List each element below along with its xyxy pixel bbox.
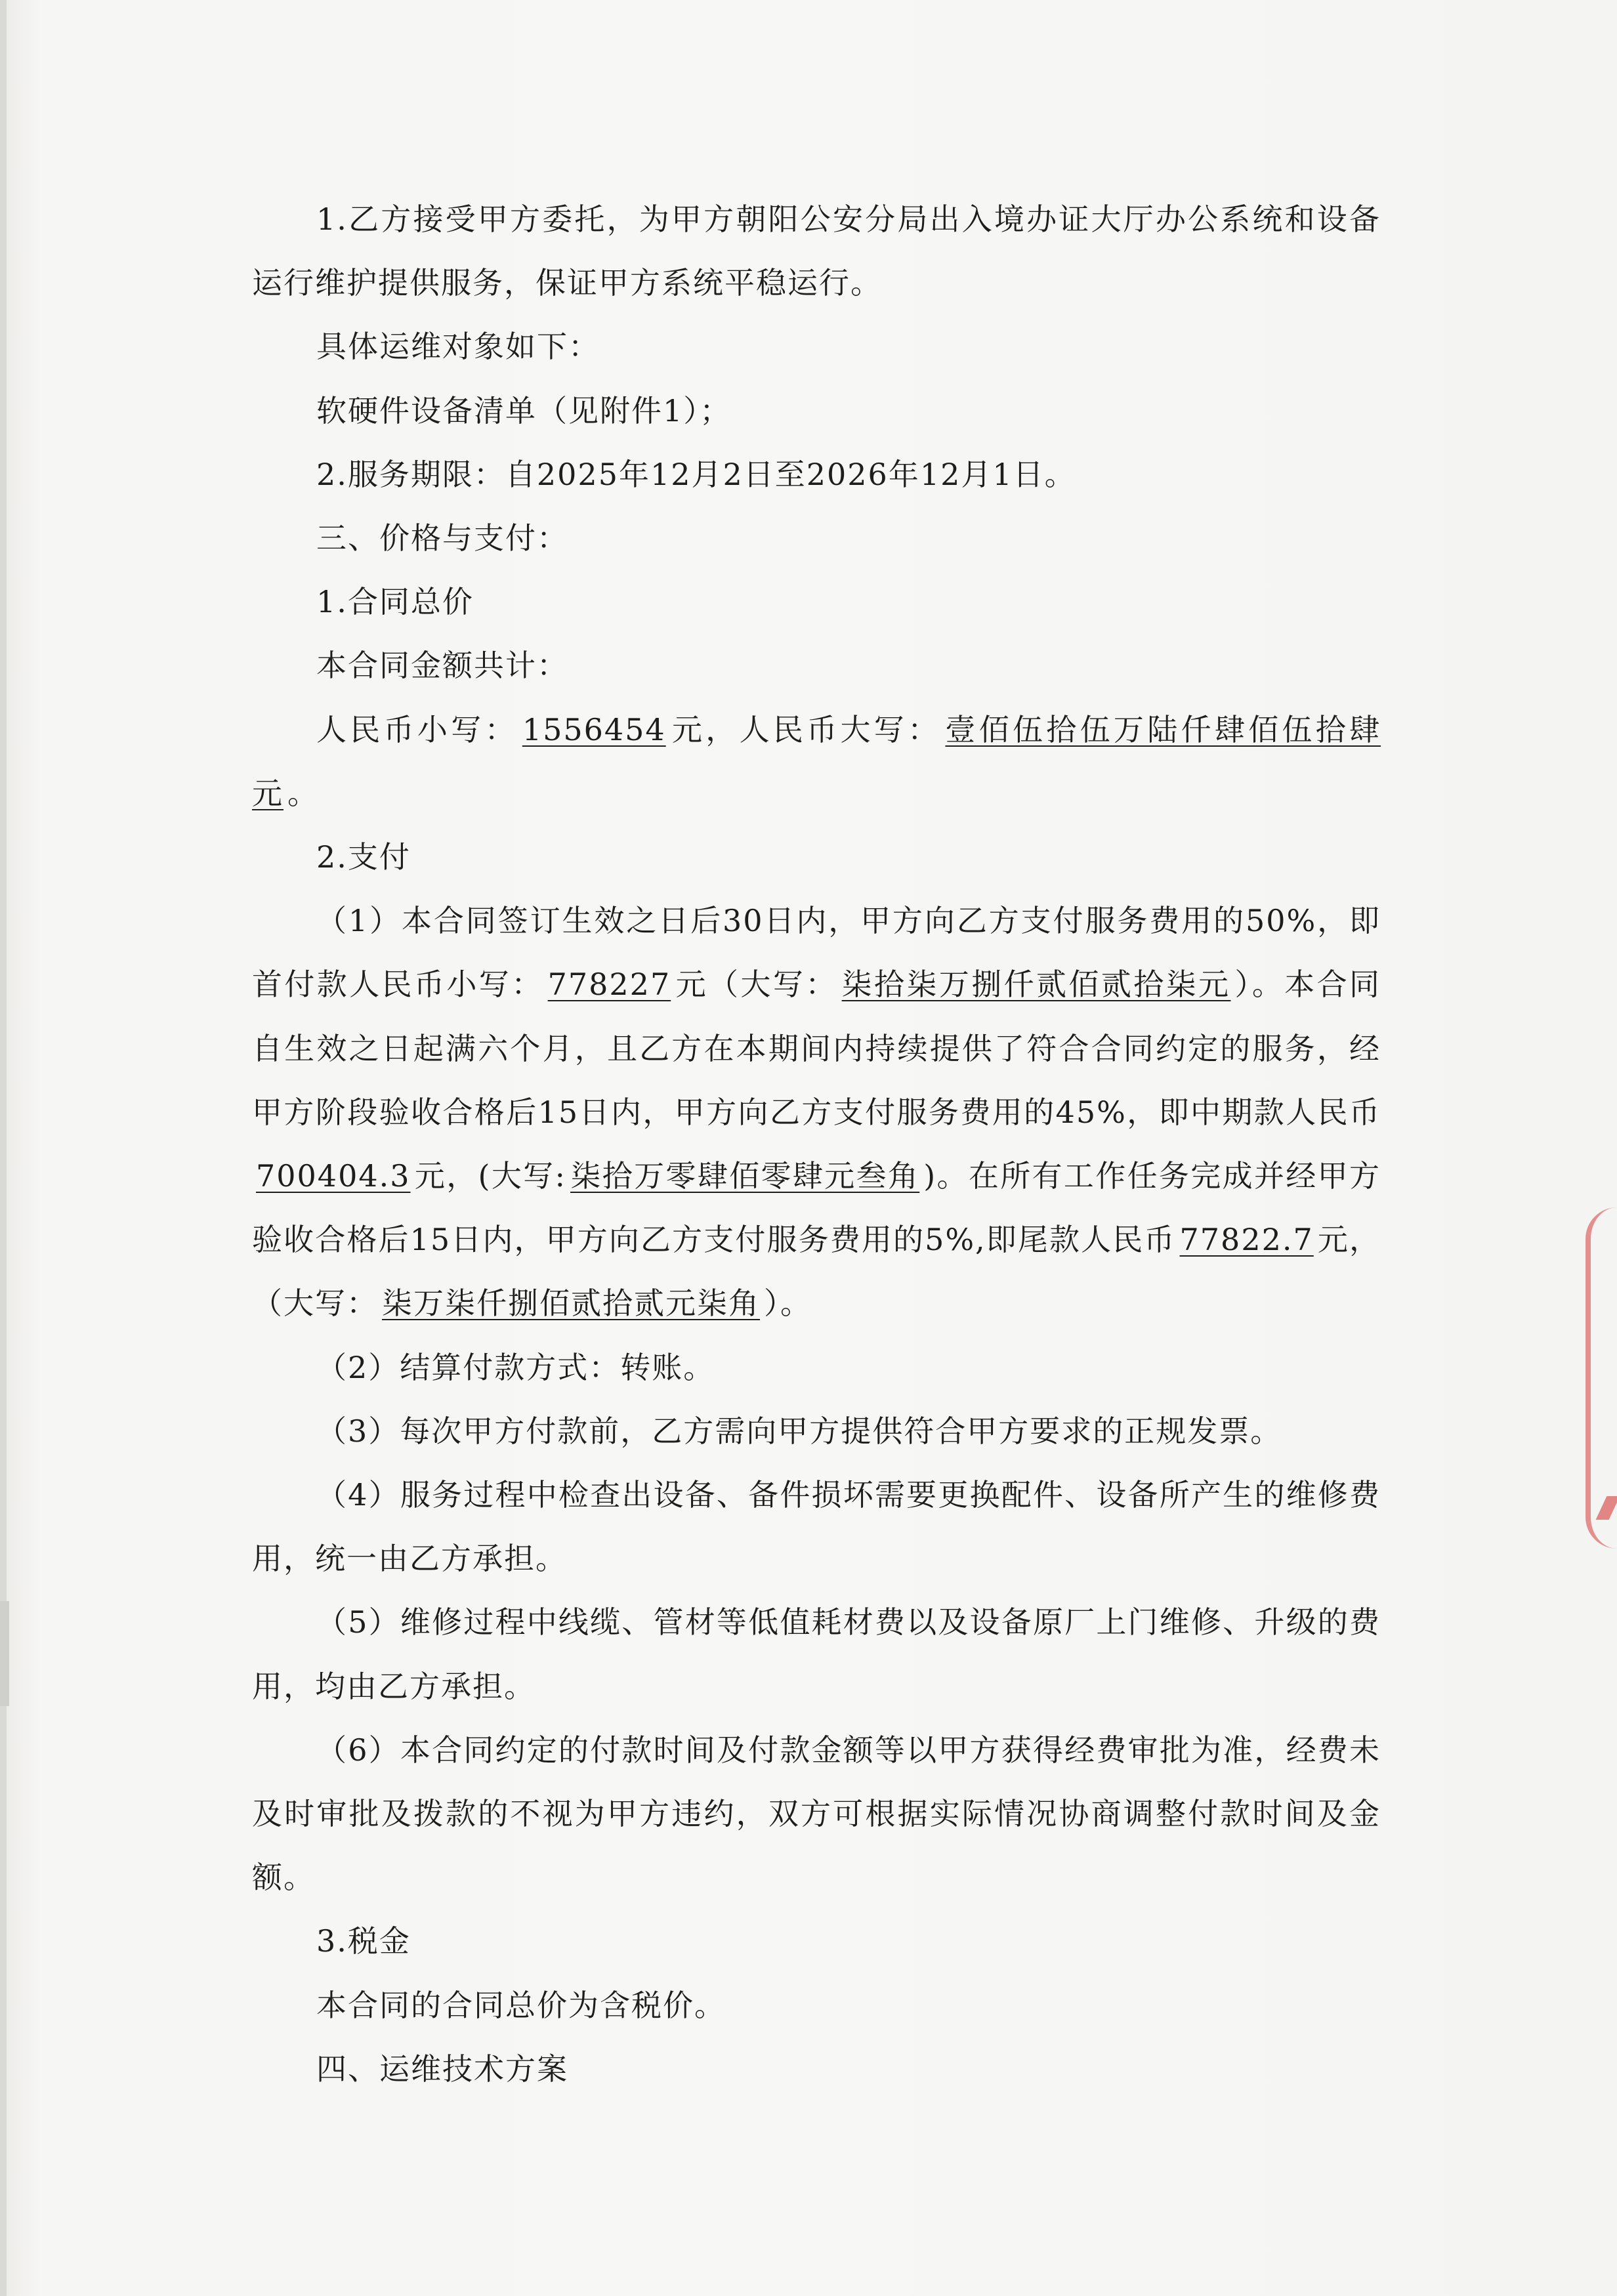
clause1-text-d: 元，(大写: bbox=[414, 1158, 567, 1194]
mid-payment-big: 柒拾万零肆佰零肆元叁角 bbox=[570, 1158, 920, 1194]
payment-title: 2.支付 bbox=[316, 839, 411, 875]
clause1-text-g: ）。 bbox=[764, 1285, 812, 1322]
payment-clause-4: （4）服务过程中检查出设备、备件损坏需要更换配件、设备所产生的维修费用，统一由乙方承担。 bbox=[252, 1477, 1381, 1577]
scope-equipment-list: 软硬件设备清单（见附件1）； bbox=[316, 392, 732, 428]
payment-clause-2: （2）结算付款方式：转账。 bbox=[316, 1349, 715, 1385]
total-small-label: 人民币小写： bbox=[316, 711, 518, 747]
tax-text: 本合同的合同总价为含税价。 bbox=[316, 1987, 726, 2023]
total-end: 。 bbox=[287, 775, 319, 811]
clause1-text-a: （1）本合同签订生效之日后30日内，甲方向乙方支付服务费用的50%，即首付款人民币小写： bbox=[252, 903, 1381, 1003]
scan-edge bbox=[0, 0, 7, 2296]
final-payment-big: 柒万柒仟捌佰贰拾贰元柒角 bbox=[382, 1285, 760, 1322]
scope-objects-intro: 具体运维对象如下： bbox=[316, 329, 600, 365]
section-heading-price: 三、价格与支付： bbox=[316, 520, 568, 556]
scope-paragraph: 1.乙方接受甲方委托，为甲方朝阳公安分局出入境办证大厅办公系统和设备运行维护提供服务，保证甲方系统平稳运行。 bbox=[252, 201, 1381, 301]
clause1-text-c: ）。本合同自生效之日起满六个月，且乙方在本期间内持续提供了符合合同约定的服务，经甲方阶段验收合格后15日内，甲方向乙方支付服务费用的45%，即中期款人民币 bbox=[252, 967, 1381, 1130]
payment-clause-5: （5）维修过程中线缆、管材等低值耗材费以及设备原厂上门维修、升级的费用，均由乙方承担。 bbox=[252, 1604, 1381, 1704]
total-big-label: 元，人民币大写： bbox=[669, 711, 942, 747]
total-small-value: 1556454 bbox=[522, 711, 666, 747]
total-price-title: 1.合同总价 bbox=[316, 584, 474, 620]
final-payment-small: 77822.7 bbox=[1179, 1222, 1314, 1258]
clause1-text-e: )。在所有工作任务完成并经甲方验收合格后15日内，甲方向乙方支付服务费用的5%,即尾款人民币 bbox=[252, 1158, 1381, 1258]
contract-body bbox=[252, 188, 1381, 2101]
service-period: 2.服务期限：自2025年12月2日至2026年12月1日。 bbox=[316, 456, 1076, 492]
payment-clause-3: （3）每次甲方付款前，乙方需向甲方提供符合甲方要求的正规发票。 bbox=[316, 1413, 1282, 1449]
payment-clause-6: （6）本合同约定的付款时间及付款金额等以甲方获得经费审批为准，经费未及时审批及拨款的不视为甲方违约，双方可根据实际情况协商调整付款时间及金额。 bbox=[252, 1732, 1381, 1896]
tax-title: 3.税金 bbox=[316, 1923, 411, 1959]
clause1-text-b: 元（大写： bbox=[675, 967, 838, 1003]
section-heading-tech: 四、运维技术方案 bbox=[316, 2051, 568, 2087]
clause1-text-f: 元，（大写： bbox=[252, 1222, 1381, 1322]
mid-payment-small: 700404.3 bbox=[256, 1158, 411, 1194]
first-payment-big: 柒拾柒万捌仟贰佰贰拾柒元 bbox=[841, 967, 1231, 1003]
scan-mark bbox=[0, 1601, 9, 1706]
payment-clause-1 bbox=[252, 889, 1381, 1335]
first-payment-small: 778227 bbox=[547, 967, 671, 1003]
total-big-value: 壹佰伍拾伍万陆仟肆佰伍拾肆元 bbox=[252, 711, 1381, 811]
total-price-intro: 本合同金额共计： bbox=[316, 648, 568, 684]
total-price-line bbox=[252, 698, 1381, 825]
